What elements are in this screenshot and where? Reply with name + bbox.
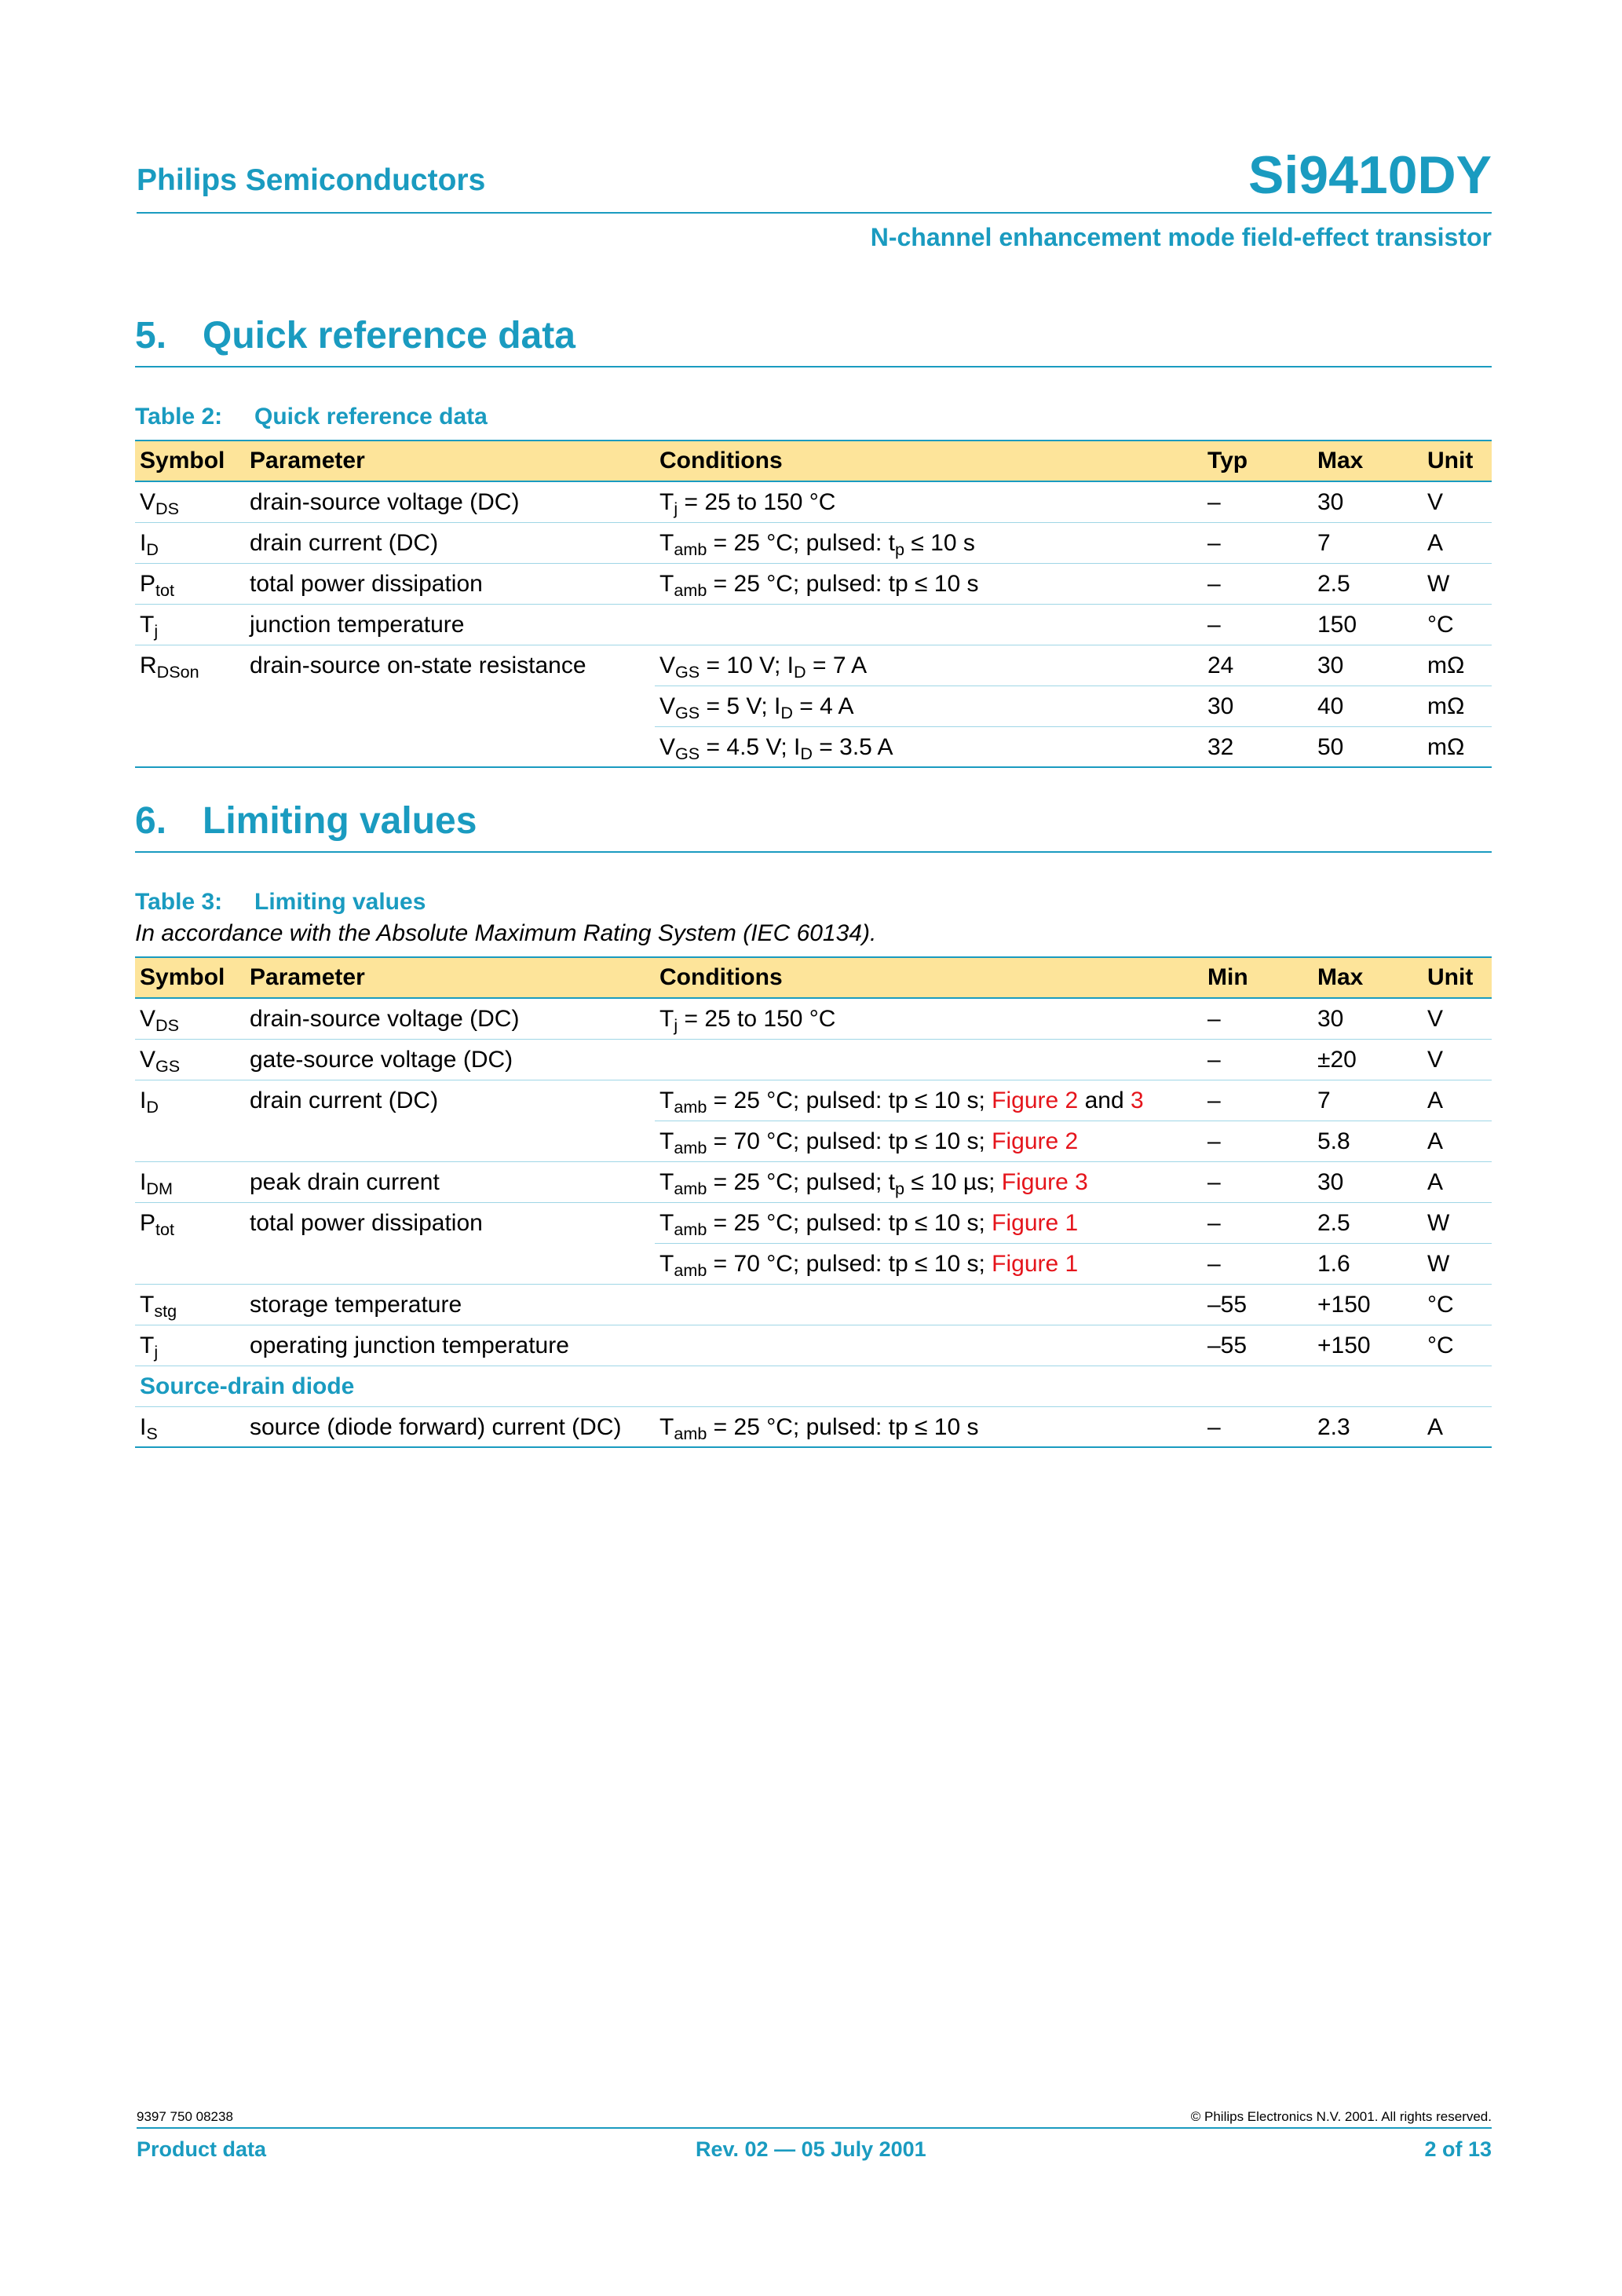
document-status: Product data <box>137 2137 267 2161</box>
symbol-subscript: j <box>154 620 159 641</box>
unit-cell: A <box>1423 1161 1492 1202</box>
symbol-cell: $R_{DSon}$ <box>140 652 199 682</box>
condition-subscript: amb <box>674 1423 707 1443</box>
symbol-subscript: D <box>146 1096 159 1117</box>
symbol-cell: $V_{DS}$ <box>135 481 245 522</box>
unit-cell: V <box>1423 481 1492 522</box>
conditions-cell: $T_{amb} = 70$ °C; pulsed: tp ≤ 10 s; Figure 1 <box>655 1243 1203 1284</box>
condition-subscript: p <box>894 539 904 559</box>
unit-cell: A <box>1423 522 1492 563</box>
max-cell: 2.5 <box>1313 563 1423 604</box>
unit-cell: A <box>1423 1406 1492 1447</box>
footer-divider <box>137 2127 1492 2129</box>
col-unit: Unit <box>1423 957 1492 998</box>
symbol-cell: $T_j$ <box>135 1325 245 1366</box>
company-name: Philips Semiconductors <box>137 163 486 197</box>
condition-subscript: p <box>894 1178 904 1198</box>
conditions-cell <box>655 1284 1203 1325</box>
max-cell: 30 <box>1313 1161 1423 1202</box>
table-row <box>135 686 1492 726</box>
col-parameter: Parameter <box>245 957 655 998</box>
min-cell: – <box>1203 1121 1313 1161</box>
parameter-cell: total power dissipation <box>250 1209 483 1236</box>
revision-date: Rev. 02 — 05 July 2001 <box>696 2137 926 2161</box>
unit-cell: W <box>1423 563 1492 604</box>
parameter-cell: drain current (DC) <box>250 1087 439 1113</box>
min-cell: – <box>1203 998 1313 1039</box>
symbol-cell: $V_{GS}$ <box>135 1039 245 1080</box>
condition-subscript: amb <box>674 539 707 559</box>
unit-cell: A <box>1423 1121 1492 1161</box>
col-conditions: Conditions <box>655 441 1203 481</box>
condition-subscript: D <box>794 661 806 682</box>
typ-cell: – <box>1203 563 1313 604</box>
table-3-note: In accordance with the Absolute Maximum Rating System (IEC 60134). <box>135 920 877 946</box>
table-row <box>135 1284 1492 1325</box>
max-cell: 150 <box>1313 604 1423 645</box>
symbol-cell <box>135 726 245 767</box>
min-cell: – <box>1203 1202 1313 1243</box>
max-cell: 7 <box>1313 1080 1423 1121</box>
page-number: 2 of 13 <box>1424 2137 1492 2161</box>
max-cell: 2.5 <box>1313 1202 1423 1243</box>
col-max: Max <box>1313 441 1423 481</box>
typ-cell: – <box>1203 522 1313 563</box>
symbol-cell <box>135 1243 245 1284</box>
max-cell: 30 <box>1313 998 1423 1039</box>
min-cell: –55 <box>1203 1325 1313 1366</box>
conditions-cell <box>655 1325 1203 1366</box>
symbol-subscript: DS <box>155 1015 180 1036</box>
quick-reference-table <box>135 440 1492 768</box>
typ-cell: 24 <box>1203 645 1313 686</box>
section-6-title: Limiting values <box>203 800 477 842</box>
document-subtitle: N-channel enhancement mode field-effect transistor <box>870 223 1492 251</box>
condition-subscript: amb <box>674 1096 707 1117</box>
col-max: Max <box>1313 957 1423 998</box>
typ-cell: – <box>1203 604 1313 645</box>
max-cell: +150 <box>1313 1325 1423 1366</box>
col-symbol: Symbol <box>135 957 245 998</box>
conditions-cell: $T_{amb} = 25$ °C; pulsed: tp ≤ 10 s; Figure 1 <box>655 1202 1203 1243</box>
condition-subscript: GS <box>675 702 700 722</box>
min-cell: – <box>1203 1080 1313 1121</box>
conditions-cell <box>655 604 1203 645</box>
unit-cell: V <box>1423 998 1492 1039</box>
section-6-number: 6. <box>135 800 167 842</box>
max-cell: 2.3 <box>1313 1406 1423 1447</box>
col-typ: Typ <box>1203 441 1313 481</box>
max-cell: 40 <box>1313 686 1423 726</box>
conditions-cell <box>655 1039 1203 1080</box>
header-divider <box>137 212 1492 214</box>
parameter-cell <box>245 1243 655 1284</box>
condition-subscript: GS <box>675 743 700 763</box>
symbol-subscript: GS <box>155 1055 181 1076</box>
symbol-cell <box>135 1121 245 1161</box>
part-number: Si9410DY <box>1248 145 1492 205</box>
unit-cell: mΩ <box>1423 686 1492 726</box>
symbol-subscript: stg <box>154 1300 177 1321</box>
parameter-cell: source (diode forward) current (DC) <box>245 1406 655 1447</box>
document-number: 9397 750 08238 <box>137 2109 233 2124</box>
unit-cell: W <box>1423 1243 1492 1284</box>
table-2-label: Table 2: <box>135 404 223 430</box>
parameter-cell: drain current (DC) <box>245 522 655 563</box>
parameter-cell: drain-source voltage (DC) <box>245 481 655 522</box>
col-min: Min <box>1203 957 1313 998</box>
parameter-cell: junction temperature <box>245 604 655 645</box>
symbol-cell: $I_D$ <box>140 1087 159 1117</box>
section-5-divider <box>135 366 1492 367</box>
symbol-cell: $T_{stg}$ <box>135 1284 245 1325</box>
max-cell: 30 <box>1313 645 1423 686</box>
max-cell: 7 <box>1313 522 1423 563</box>
table-2-title: Quick reference data <box>254 404 488 430</box>
conditions-cell: $V_{GS} = 10$ V; $I_D = 7$ A <box>655 645 1203 686</box>
max-cell: ±20 <box>1313 1039 1423 1080</box>
figure-reference-link[interactable]: Figure 1 <box>992 1209 1079 1236</box>
table-row <box>135 1080 1492 1121</box>
symbol-subscript: DSon <box>156 661 199 682</box>
symbol-subscript: tot <box>155 579 175 600</box>
unit-cell: mΩ <box>1423 645 1492 686</box>
symbol-cell: $P_{tot}$ <box>135 563 245 604</box>
col-conditions: Conditions <box>655 957 1203 998</box>
subheading-row <box>135 1366 1492 1406</box>
condition-subscript: amb <box>674 1178 707 1198</box>
symbol-cell: $T_j$ <box>135 604 245 645</box>
copyright-notice: © Philips Electronics N.V. 2001. All rights reserved. <box>1190 2109 1492 2124</box>
condition-subscript: D <box>780 702 793 722</box>
condition-subscript: amb <box>674 579 707 600</box>
figure-reference-link[interactable]: Figure 2 <box>992 1128 1079 1154</box>
section-6-heading <box>135 799 477 843</box>
symbol-subscript: DS <box>155 499 180 519</box>
col-parameter: Parameter <box>245 441 655 481</box>
condition-subscript: amb <box>674 1137 707 1157</box>
table-row <box>135 726 1492 767</box>
condition-subscript: j <box>674 499 678 519</box>
min-cell: – <box>1203 1039 1313 1080</box>
min-cell: – <box>1203 1406 1313 1447</box>
condition-subscript: D <box>800 743 813 763</box>
max-cell: 1.6 <box>1313 1243 1423 1284</box>
parameter-cell: peak drain current <box>245 1161 655 1202</box>
table-3-caption <box>135 889 426 916</box>
table-row <box>135 1325 1492 1366</box>
symbol-cell: $I_{DM}$ <box>135 1161 245 1202</box>
parameter-cell <box>245 726 655 767</box>
parameter-cell <box>245 686 655 726</box>
max-cell: 5.8 <box>1313 1121 1423 1161</box>
parameter-cell: total power dissipation <box>245 563 655 604</box>
conditions-cell: $V_{GS} = 4.5$ V; $I_D = 3.5$ A <box>655 726 1203 767</box>
max-cell: +150 <box>1313 1284 1423 1325</box>
conditions-cell: $T_{amb} = 25$ °C; pulsed: tp ≤ 10 s <box>655 1406 1203 1447</box>
symbol-subscript: S <box>146 1423 158 1443</box>
unit-cell: W <box>1423 1202 1492 1243</box>
section-5-heading <box>135 314 575 357</box>
table-row <box>135 522 1492 563</box>
table-row <box>135 645 1492 686</box>
conditions-cell: $T_{amb} = 70$ °C; pulsed: tp ≤ 10 s; Figure 2 <box>655 1121 1203 1161</box>
parameter-cell: storage temperature <box>245 1284 655 1325</box>
typ-cell: – <box>1203 481 1313 522</box>
section-5-title: Quick reference data <box>203 315 575 356</box>
section-5-number: 5. <box>135 315 167 356</box>
table-row <box>135 1202 1492 1243</box>
conditions-cell: $T_j = 25$ to 150 °C <box>655 998 1203 1039</box>
table-header-row <box>135 957 1492 998</box>
symbol-cell <box>135 686 245 726</box>
table-row <box>135 998 1492 1039</box>
max-cell: 30 <box>1313 481 1423 522</box>
parameter-cell: drain-source on-state resistance <box>250 652 586 678</box>
min-cell: – <box>1203 1243 1313 1284</box>
figure-reference-link[interactable]: 3 <box>1130 1087 1144 1113</box>
condition-subscript: amb <box>674 1219 707 1239</box>
unit-cell: °C <box>1423 1284 1492 1325</box>
unit-cell: A <box>1423 1080 1492 1121</box>
symbol-subscript: j <box>154 1341 159 1362</box>
typ-cell: 30 <box>1203 686 1313 726</box>
parameter-cell: drain-source voltage (DC) <box>245 998 655 1039</box>
table-row <box>135 481 1492 522</box>
conditions-cell: $T_{amb} = 25$ °C; pulsed: tp ≤ 10 s <box>655 563 1203 604</box>
typ-cell: 32 <box>1203 726 1313 767</box>
col-unit: Unit <box>1423 441 1492 481</box>
condition-subscript: amb <box>674 1260 707 1280</box>
symbol-subscript: tot <box>155 1219 175 1239</box>
conditions-cell: $V_{GS} = 5$ V; $I_D = 4$ A <box>655 686 1203 726</box>
symbol-subscript: D <box>146 539 159 559</box>
unit-cell: °C <box>1423 1325 1492 1366</box>
symbol-cell: $P_{tot}$ <box>140 1209 175 1239</box>
conditions-cell: $T_{amb} = 25$ °C; pulsed; $t_p \le 10$ µs; Figure 3 <box>655 1161 1203 1202</box>
col-symbol: Symbol <box>135 441 245 481</box>
table-row <box>135 1121 1492 1161</box>
parameter-cell <box>245 1121 655 1161</box>
table-header-row <box>135 441 1492 481</box>
figure-reference-link[interactable]: Figure 2 <box>992 1087 1079 1113</box>
table-3-title: Limiting values <box>254 889 426 915</box>
table-row <box>135 1039 1492 1080</box>
min-cell: – <box>1203 1161 1313 1202</box>
table-row <box>135 1243 1492 1284</box>
min-cell: –55 <box>1203 1284 1313 1325</box>
unit-cell: mΩ <box>1423 726 1492 767</box>
conditions-cell: $T_{amb} = 25$ °C; pulsed: tp ≤ 10 s; Figure 2 and 3 <box>655 1080 1203 1121</box>
condition-subscript: GS <box>675 661 700 682</box>
symbol-cell: $V_{DS}$ <box>135 998 245 1039</box>
unit-cell: V <box>1423 1039 1492 1080</box>
symbol-cell: $I_S$ <box>135 1406 245 1447</box>
figure-reference-link[interactable]: Figure 1 <box>992 1250 1079 1277</box>
section-6-divider <box>135 851 1492 853</box>
table-row <box>135 563 1492 604</box>
symbol-subscript: DM <box>146 1178 173 1198</box>
parameter-cell: operating junction temperature <box>245 1325 655 1366</box>
condition-subscript: j <box>674 1015 678 1036</box>
figure-reference-link[interactable]: Figure 3 <box>1001 1168 1088 1195</box>
max-cell: 50 <box>1313 726 1423 767</box>
table-3-label: Table 3: <box>135 889 223 915</box>
unit-cell: °C <box>1423 604 1492 645</box>
table-row <box>135 1161 1492 1202</box>
table-row <box>135 604 1492 645</box>
source-drain-diode-subheading: Source-drain diode <box>135 1366 1492 1406</box>
conditions-cell: $T_{amb} = 25$ °C; pulsed: $t_p \le 10$ s <box>655 522 1203 563</box>
conditions-cell: $T_j = 25$ to 150 °C <box>655 481 1203 522</box>
symbol-cell: $I_D$ <box>135 522 245 563</box>
table-row <box>135 1406 1492 1447</box>
parameter-cell: gate-source voltage (DC) <box>245 1039 655 1080</box>
table-2-caption <box>135 404 488 430</box>
limiting-values-table <box>135 956 1492 1448</box>
